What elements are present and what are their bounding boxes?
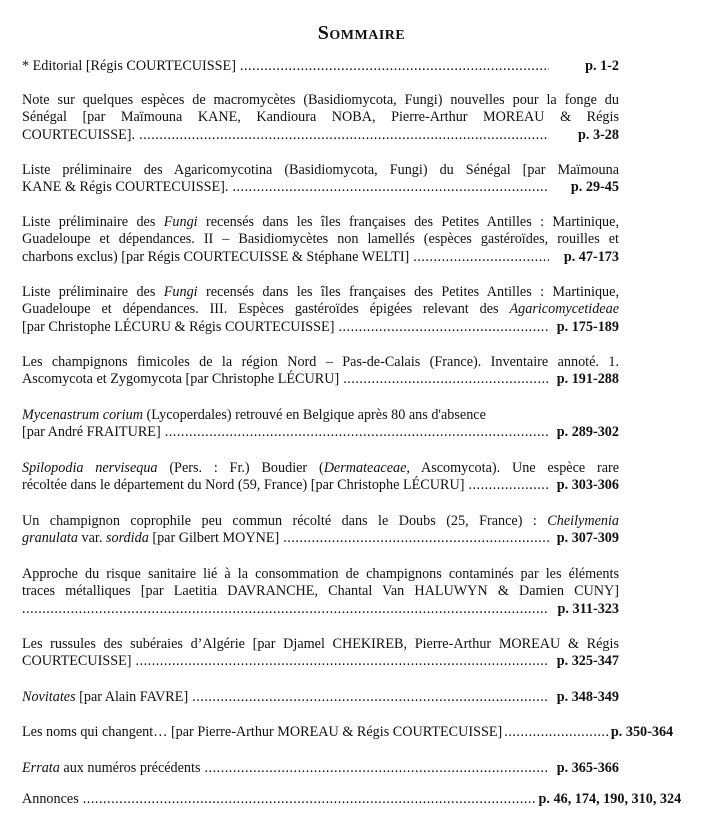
entry-text: COURTECUISSE]: [22, 653, 132, 670]
entry-text-italic: Mycenastrum corium: [22, 407, 143, 423]
entry-text: récoltée dans le département du Nord (59, France) [par Christophe LÉCURU]: [22, 477, 465, 494]
entry-page: p. 191-288: [556, 371, 619, 388]
toc-entry-spilopodia[interactable]: [22, 460, 619, 495]
leader-dots: [283, 530, 549, 547]
entry-text-italic: Dermateaceae: [323, 460, 407, 476]
entry-text-line: [22, 301, 619, 318]
entry-text: recensés dans les îles françaises des Petites Antilles : Martinique,: [206, 214, 619, 230]
leader-dots: [413, 249, 549, 266]
entry-page: p. 311-323: [557, 600, 619, 617]
toc-entry-agaricomycotina[interactable]: [22, 162, 619, 197]
page-title: Sommaire: [317, 22, 406, 44]
toc-entry-antilles-ii[interactable]: [22, 214, 619, 266]
entry-text: , Ascomycota). Une espèce rare: [406, 460, 620, 476]
entry-text: (Pers. : Fr.) Boudier (: [169, 460, 324, 476]
toc-entry-noms-changent[interactable]: [22, 724, 674, 741]
entry-page: p. 303-306: [556, 477, 619, 494]
leader-dots: [468, 477, 549, 494]
entry-text: Liste préliminaire des: [22, 284, 156, 300]
entry-page: p. 350-364: [610, 724, 674, 740]
toc-entry-errata[interactable]: [22, 760, 619, 777]
entry-text: aux numéros précédents: [63, 760, 201, 776]
entry-page: p. 307-309: [556, 530, 619, 547]
entry-page: p. 29-45: [570, 179, 619, 196]
entry-text-italic: granulata: [22, 530, 78, 547]
entry-text: Note sur quelques espèces de macromycètes (Basidiomycota, Fungi) nouvelles pour la fonge du: [22, 92, 619, 108]
entry-text: Un champignon coprophile peu commun récolté dans le Doubs (25, France) :: [22, 513, 537, 529]
toc-entry-risque-sanitaire[interactable]: [22, 566, 619, 618]
entry-text: [par Christophe LÉCURU & Régis COURTECUISSE]: [22, 318, 335, 335]
entry-text-italic: Novitates: [22, 689, 76, 705]
leader-dots: [22, 601, 549, 618]
entry-text: * Editorial [Régis COURTECUISSE]: [22, 58, 236, 74]
entry-page: p. 47-173: [563, 248, 619, 265]
leader-dots: [504, 724, 609, 741]
entry-text-line: [22, 407, 619, 424]
entry-text: (Lycoperdales) retrouvé en Belgique après 80 ans d'absence: [146, 407, 486, 423]
entry-text: Liste préliminaire des Agaricomycotina (Basidiomycota, Fungi) du Sénégal [par Maïmouna: [22, 162, 619, 178]
entry-text: charbons exclus) [par Régis COURTECUISSE & Stéphane WELTI]: [22, 248, 410, 265]
entry-text-italic: Fungi: [163, 214, 198, 230]
leader-dots: [240, 58, 549, 75]
entry-text-italic: Errata: [22, 760, 60, 776]
entry-text-italic: sordida: [105, 530, 149, 547]
toc-entry-fimicoles[interactable]: [22, 354, 619, 389]
entry-text-line: [22, 460, 619, 477]
leader-dots: [136, 653, 549, 670]
entry-text: Sénégal [par Maïmouna KANE, Kandioura NOBA, Pierre-Arthur MOREAU & Régis: [22, 109, 619, 126]
toc-entry-macromycetes[interactable]: [22, 92, 619, 144]
toc-entry-antilles-iii[interactable]: [22, 284, 619, 336]
entry-text-line: [22, 513, 619, 530]
entry-text: [par André FRAITURE]: [22, 424, 161, 441]
toc-entry-annonces[interactable]: [22, 791, 682, 808]
entry-text-italic: Agaricomycetideae: [509, 301, 619, 318]
leader-dots: [343, 371, 549, 388]
toc-entry-novitates[interactable]: [22, 689, 619, 706]
entry-text: Les champignons fimicoles de la région Nord – Pas-de-Calais (France). Inventaire annoté. 1.: [22, 354, 619, 370]
entry-text-italic: Spilopodia nervisequa: [22, 460, 158, 476]
entry-text: var.: [81, 530, 103, 547]
entry-page: p. 1-2: [585, 58, 619, 74]
entry-page: p. 325-347: [556, 653, 619, 670]
entry-text: [par Gilbert MOYNE]: [152, 530, 280, 547]
entry-text: COURTECUISSE].: [22, 126, 136, 143]
entry-text: traces métalliques [par Laetitia DAVRANCHE, Chantal Van HALUWYN & Damien CUNY]: [22, 583, 619, 600]
entry-text: Annonces: [22, 791, 79, 807]
toc-entry-russules[interactable]: [22, 636, 619, 671]
leader-dots: [192, 689, 549, 706]
entry-text: Approche du risque sanitaire lié à la consommation de champignons contaminés par les éléments: [22, 566, 619, 582]
entry-page: p. 289-302: [556, 424, 619, 441]
leader-dots: [338, 319, 549, 336]
leader-dots: [139, 127, 549, 144]
entry-page: p. 365-366: [556, 760, 619, 776]
entry-text: Guadeloupe et dépendances. II – Basidiomycètes non lamellés (espèces gastéroïdes, rouilles et: [22, 231, 619, 248]
entry-page: p. 46, 174, 190, 310, 324: [538, 791, 682, 807]
entry-text-italic: Cheilymenia: [547, 513, 620, 529]
entry-text-line: [22, 214, 619, 231]
toc-entry-editorial[interactable]: [22, 58, 619, 75]
entry-text-line: [22, 284, 619, 301]
entry-text: Ascomycota et Zygomycota [par Christophe LÉCURU]: [22, 371, 340, 388]
entry-text: KANE & Régis COURTECUISSE].: [22, 179, 229, 196]
entry-page: p. 3-28: [578, 126, 619, 143]
entry-text: recensés dans les îles françaises des Petites Antilles : Martinique,: [206, 284, 619, 300]
entry-text: Guadeloupe et dépendances. III. Espèces gastéroïdes épigées relevant des: [22, 301, 499, 318]
toc-entry-cheilymenia[interactable]: [22, 513, 619, 548]
entry-text: Les noms qui changent… [par Pierre-Arthur MOREAU & Régis COURTECUISSE]: [22, 724, 503, 740]
entry-text-italic: Fungi: [163, 284, 198, 300]
leader-dots: [83, 791, 535, 808]
entry-page: p. 348-349: [556, 689, 619, 705]
leader-dots: [232, 179, 549, 196]
entry-text: [par Alain FAVRE]: [79, 689, 189, 705]
entry-text: Les russules des subéraies d’Algérie [par Djamel CHEKIREB, Pierre-Arthur MOREAU & Régis: [22, 636, 619, 652]
leader-dots: [205, 760, 550, 777]
entry-text: Liste préliminaire des: [22, 214, 156, 230]
leader-dots: [165, 424, 549, 441]
entry-page: p. 175-189: [556, 318, 619, 335]
toc-entry-mycenastrum[interactable]: [22, 407, 619, 442]
